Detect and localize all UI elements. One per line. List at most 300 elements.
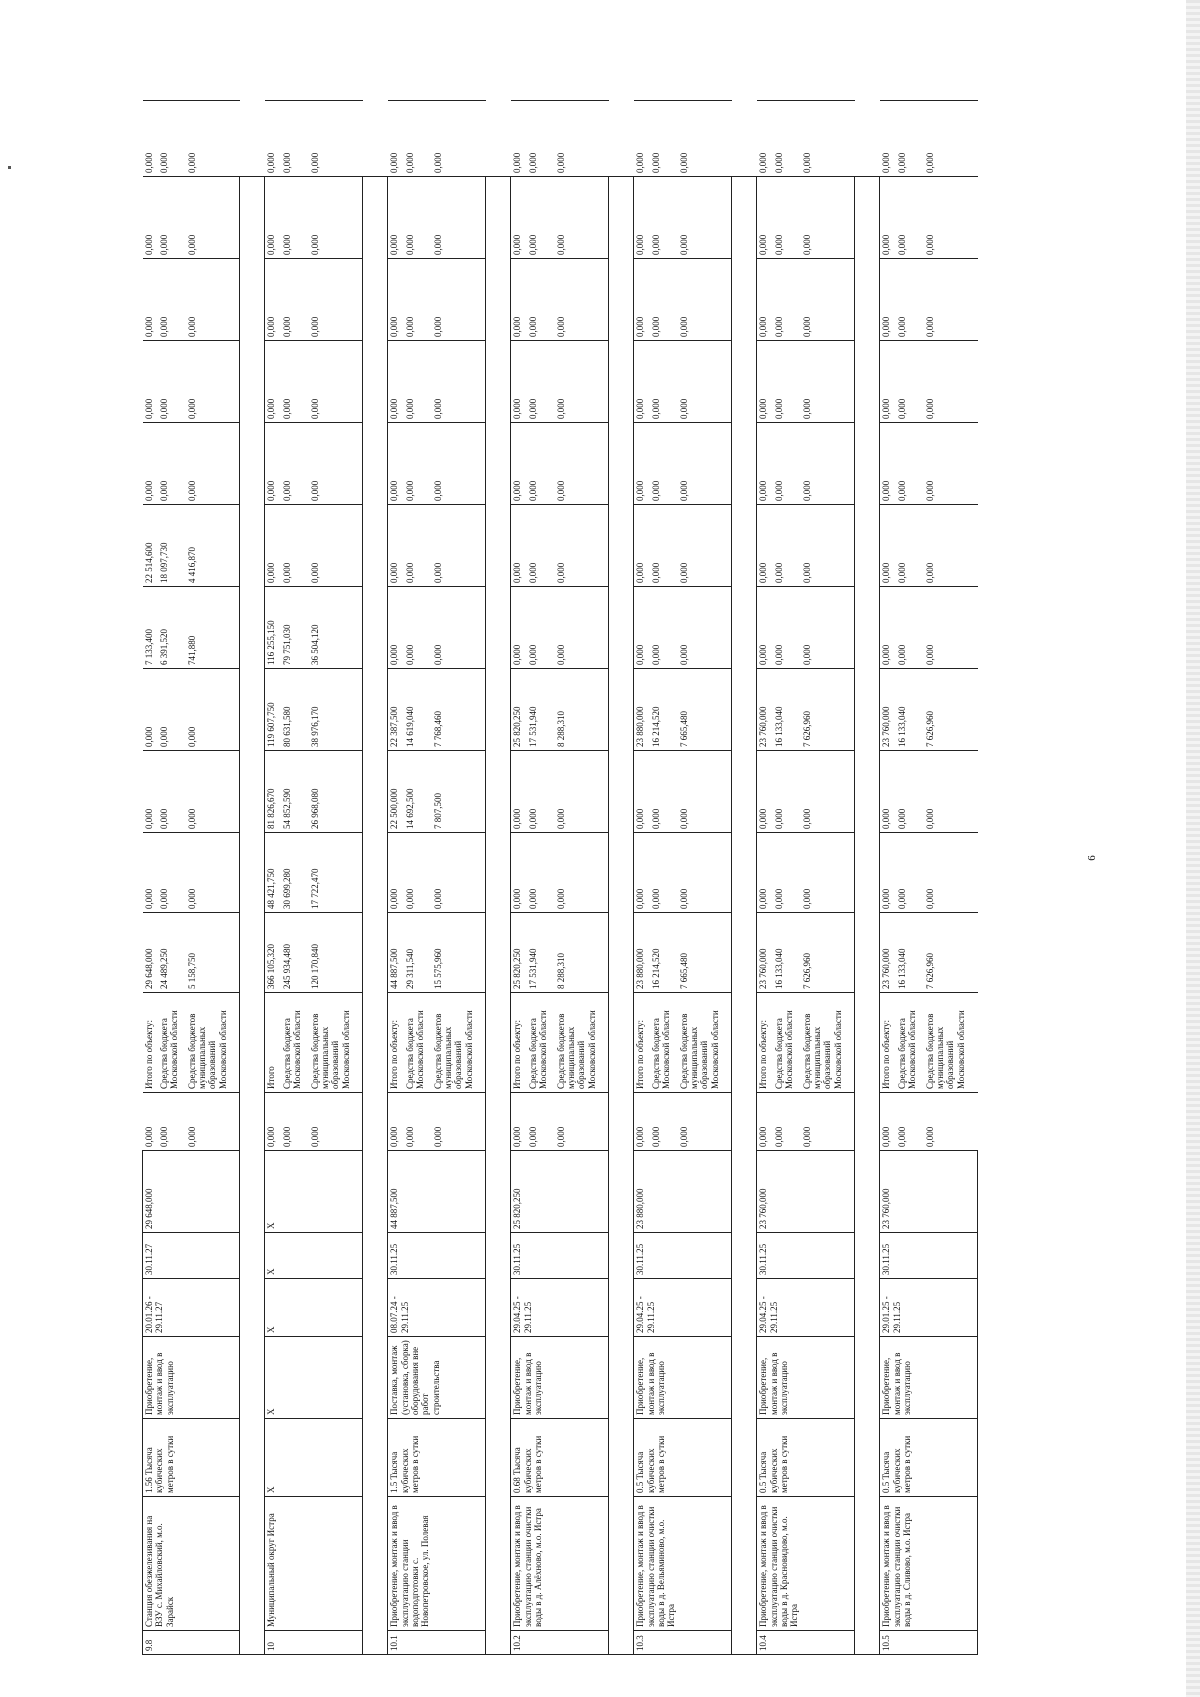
amount-cell: 15 575,960 [432, 913, 486, 993]
amount-cell: 0,000 [143, 341, 158, 423]
amount-cell: 0,000 [143, 669, 158, 751]
amount-cell: 0,000 [186, 833, 240, 913]
amount-cell: 0,000 [511, 587, 527, 669]
amount-cell: 18 097,730 [158, 505, 186, 587]
amount-cell: 116 255,150 [265, 587, 281, 669]
amount-cell: 0,000 [555, 101, 609, 177]
amount-cell: 0,000 [896, 341, 924, 423]
amount-cell: 0,000 [924, 587, 978, 669]
amount-cell: 0,000 [186, 101, 240, 177]
amount-cell: 0,000 [388, 341, 404, 423]
amount-cell: 23 760,000 [757, 669, 773, 751]
amount-cell: 0,000 [757, 833, 773, 913]
funded-before: 0,000 [158, 1093, 186, 1151]
amount-cell: 0,000 [773, 423, 801, 505]
amount-cell: 23 760,000 [880, 669, 896, 751]
amount-cell: 25 820,250 [511, 913, 527, 993]
amount-cell: 24 489,250 [158, 913, 186, 993]
amount-cell: 0,000 [896, 101, 924, 177]
amount-cell: 0,000 [773, 751, 801, 833]
amount-cell: 0,000 [773, 833, 801, 913]
amount-cell: 0,000 [186, 751, 240, 833]
amount-cell: 0,000 [634, 177, 650, 259]
amount-cell: 0,000 [650, 177, 678, 259]
amount-cell: 0,000 [650, 423, 678, 505]
amount-cell: 16 214,520 [650, 913, 678, 993]
funding-source: Итого по объекту: [511, 993, 527, 1093]
amount-cell: 0,000 [158, 669, 186, 751]
amount-cell: 29 311,540 [404, 913, 432, 993]
table-row [511, 101, 527, 1655]
amount-cell: 0,000 [555, 423, 609, 505]
amount-cell: 7 626,960 [801, 669, 855, 751]
funded-before: 0,000 [186, 1093, 240, 1151]
amount-cell: 0,000 [432, 101, 486, 177]
object-name: Станция обезжелезивания на ВЗУ с. Михайловский, м.о. Зарайск [143, 1497, 240, 1631]
work-type: Приобретение, монтаж и ввод в эксплуатацию [143, 1337, 240, 1419]
amount-cell: 0,000 [555, 505, 609, 587]
amount-cell: 0,000 [650, 833, 678, 913]
table-row [634, 101, 650, 1655]
amount-cell: 0,000 [773, 177, 801, 259]
row-number: 10.5 [880, 1631, 978, 1655]
amount-cell: 48 421,750 [265, 833, 281, 913]
amount-cell: 0,000 [880, 587, 896, 669]
amount-cell: 0,000 [801, 423, 855, 505]
separator-cell [732, 177, 757, 1655]
amount-cell: 0,000 [309, 423, 363, 505]
amount-cell: 0,000 [634, 505, 650, 587]
object-name: Приобретение, монтаж и ввод в эксплуатацию станции очистки воды в д. Красновидово, м.о. Истра [757, 1497, 855, 1631]
capacity: 1.56 Тысяча кубических метров в сутки [143, 1419, 240, 1497]
work-dates: 29.04.25 - 29.11.25 [634, 1279, 732, 1337]
work-type: Приобретение, монтаж и ввод в эксплуатацию [634, 1337, 732, 1419]
funding-source: Средства бюджета Московской области [896, 993, 924, 1093]
amount-cell: 0,000 [309, 341, 363, 423]
group-separator [486, 101, 511, 1655]
amount-cell: 0,000 [527, 833, 555, 913]
work-dates: 29.04.25 - 29.11.25 [757, 1279, 855, 1337]
amount-cell: 0,000 [880, 259, 896, 341]
amount-cell: 16 133,040 [773, 913, 801, 993]
group-separator [363, 101, 388, 1655]
funded-before: 0,000 [634, 1093, 650, 1151]
amount-cell: 0,000 [896, 505, 924, 587]
amount-cell: 79 751,030 [281, 587, 309, 669]
amount-cell: 0,000 [678, 505, 732, 587]
funded-before: 0,000 [801, 1093, 855, 1151]
funding-source: Средства бюджета Московской области [773, 993, 801, 1093]
group-separator [240, 101, 265, 1655]
amount-cell: 0,000 [527, 423, 555, 505]
amount-cell: 0,000 [757, 259, 773, 341]
amount-cell: 0,000 [527, 505, 555, 587]
amount-cell: 0,000 [158, 423, 186, 505]
amount-cell: 0,000 [281, 505, 309, 587]
amount-cell: 8 288,310 [555, 669, 609, 751]
amount-cell: 0,000 [511, 259, 527, 341]
amount-cell: 0,000 [555, 833, 609, 913]
amount-cell: 17 531,940 [527, 913, 555, 993]
funding-source: Итого по объекту: [757, 993, 773, 1093]
completion-date: 30.11.25 [634, 1233, 732, 1279]
row-number: 10.4 [757, 1631, 855, 1655]
funding-source: Итого по объекту: [634, 993, 650, 1093]
amount-cell: 0,000 [773, 505, 801, 587]
amount-cell: 0,000 [388, 177, 404, 259]
capacity: 0.68 Тысяча кубических метров в сутки [511, 1419, 609, 1497]
amount-cell: 0,000 [801, 341, 855, 423]
funding-source: Средства бюджета Московской области [527, 993, 555, 1093]
amount-cell: 0,000 [186, 669, 240, 751]
amount-cell: 0,000 [924, 341, 978, 423]
completion-date: 30.11.25 [757, 1233, 855, 1279]
amount-cell: 7 626,960 [924, 913, 978, 993]
amount-cell: 0,000 [432, 177, 486, 259]
amount-cell: 7 626,960 [801, 913, 855, 993]
amount-cell: 0,000 [634, 751, 650, 833]
amount-cell: 22 500,000 [388, 751, 404, 833]
amount-cell: 0,000 [757, 101, 773, 177]
amount-cell: 0,000 [186, 177, 240, 259]
amount-cell: 0,000 [634, 833, 650, 913]
amount-cell: 120 170,840 [309, 913, 363, 993]
amount-cell: 0,000 [896, 833, 924, 913]
amount-cell: 0,000 [634, 587, 650, 669]
amount-cell: 22 387,500 [388, 669, 404, 751]
amount-cell: 0,000 [404, 833, 432, 913]
amount-cell: 0,000 [880, 833, 896, 913]
amount-cell: 0,000 [143, 177, 158, 259]
work-dates: 20.01.26 - 29.11.27 [143, 1279, 240, 1337]
amount-cell: 0,000 [801, 505, 855, 587]
amount-cell: 7 768,460 [432, 669, 486, 751]
amount-cell: 0,000 [432, 833, 486, 913]
amount-cell: 7 807,500 [432, 751, 486, 833]
funded-before: 0,000 [388, 1093, 404, 1151]
work-type: Приобретение, монтаж и ввод в эксплуатацию [511, 1337, 609, 1419]
amount-cell: 0,000 [773, 587, 801, 669]
funding-source: Средства бюджетов муниципальных образований Московской области [924, 993, 978, 1093]
funding-source: Средства бюджетов муниципальных образований Московской области [186, 993, 240, 1093]
amount-cell: 0,000 [924, 505, 978, 587]
amount-cell: 23 760,000 [757, 913, 773, 993]
amount-cell: 16 133,040 [773, 669, 801, 751]
work-dates: 29.04.25 - 29.11.25 [511, 1279, 609, 1337]
amount-cell: 741,880 [186, 587, 240, 669]
amount-cell: 0,000 [309, 505, 363, 587]
funded-before: 0,000 [309, 1093, 363, 1151]
work-dates: 08.07.24 - 29.11.25 [388, 1279, 486, 1337]
amount-cell: 0,000 [432, 341, 486, 423]
amount-cell: 0,000 [650, 101, 678, 177]
amount-cell: 0,000 [143, 101, 158, 177]
amount-cell: 30 699,280 [281, 833, 309, 913]
amount-cell: 0,000 [511, 341, 527, 423]
amount-cell: 0,000 [281, 177, 309, 259]
amount-cell: 0,000 [896, 587, 924, 669]
limit-cost: 29 648,000 [143, 1151, 240, 1233]
amount-cell: 0,000 [634, 423, 650, 505]
amount-cell: 0,000 [158, 101, 186, 177]
amount-cell: 0,000 [880, 177, 896, 259]
amount-cell: 0,000 [801, 177, 855, 259]
completion-date: 30.11.25 [388, 1233, 486, 1279]
amount-cell: 0,000 [432, 505, 486, 587]
work-dates: X [265, 1279, 363, 1337]
table-row [880, 101, 896, 1655]
amount-cell: 0,000 [924, 423, 978, 505]
amount-cell: 0,000 [511, 751, 527, 833]
amount-cell: 0,000 [143, 423, 158, 505]
amount-cell: 16 214,520 [650, 669, 678, 751]
amount-cell: 4 416,870 [186, 505, 240, 587]
row-number: 10 [265, 1631, 363, 1655]
funding-source: Средства бюджета Московской области [158, 993, 186, 1093]
amount-cell: 23 880,000 [634, 913, 650, 993]
amount-cell: 0,000 [388, 423, 404, 505]
capacity: 0.5 Тысяча кубических метров в сутки [880, 1419, 978, 1497]
funding-source: Итого по объекту: [880, 993, 896, 1093]
amount-cell: 6 391,520 [158, 587, 186, 669]
amount-cell: 17 531,940 [527, 669, 555, 751]
amount-cell: 29 648,000 [143, 913, 158, 993]
group-separator [855, 101, 880, 1655]
group-separator [609, 101, 634, 1655]
funded-before: 0,000 [880, 1093, 896, 1151]
amount-cell: 23 880,000 [634, 669, 650, 751]
row-number: 9.8 [143, 1631, 240, 1655]
amount-cell: 0,000 [265, 423, 281, 505]
amount-cell: 0,000 [678, 423, 732, 505]
amount-cell: 0,000 [527, 587, 555, 669]
amount-cell: 0,000 [880, 751, 896, 833]
amount-cell: 0,000 [773, 259, 801, 341]
amount-cell: 0,000 [555, 751, 609, 833]
amount-cell: 0,000 [650, 259, 678, 341]
object-name: Приобретение, монтаж и ввод в эксплуатацию станции очистки воды в д. Вельяминово, м.о. Истра [634, 1497, 732, 1631]
table-row [757, 101, 773, 1655]
amount-cell: 0,000 [158, 177, 186, 259]
limit-cost: 23 880,000 [634, 1151, 732, 1233]
amount-cell: 0,000 [388, 101, 404, 177]
amount-cell: 7 133,400 [143, 587, 158, 669]
amount-cell: 0,000 [511, 505, 527, 587]
amount-cell: 0,000 [432, 259, 486, 341]
amount-cell: 0,000 [388, 587, 404, 669]
amount-cell: 0,000 [143, 751, 158, 833]
amount-cell: 0,000 [527, 341, 555, 423]
amount-cell: 0,000 [158, 259, 186, 341]
amount-cell: 0,000 [555, 341, 609, 423]
funded-before: 0,000 [265, 1093, 281, 1151]
row-number: 10.1 [388, 1631, 486, 1655]
amount-cell: 0,000 [678, 101, 732, 177]
amount-cell: 0,000 [511, 833, 527, 913]
amount-cell: 0,000 [404, 177, 432, 259]
amount-cell: 0,000 [404, 101, 432, 177]
amount-cell: 0,000 [924, 751, 978, 833]
funding-source: Средства бюджета Московской области [281, 993, 309, 1093]
amount-cell: 0,000 [309, 259, 363, 341]
funding-source: Средства бюджетов муниципальных образований Московской области [801, 993, 855, 1093]
amount-cell: 0,000 [527, 177, 555, 259]
amount-cell: 0,000 [158, 751, 186, 833]
amount-cell: 0,000 [773, 341, 801, 423]
amount-cell: 0,000 [757, 177, 773, 259]
amount-cell: 0,000 [404, 505, 432, 587]
work-type: Приобретение, монтаж и ввод в эксплуатацию [880, 1337, 978, 1419]
funded-before: 0,000 [924, 1093, 978, 1151]
amount-cell: 16 133,040 [896, 913, 924, 993]
amount-cell: 0,000 [281, 101, 309, 177]
amount-cell: 16 133,040 [896, 669, 924, 751]
amount-cell: 0,000 [265, 259, 281, 341]
separator-cell [240, 177, 265, 1655]
amount-cell: 0,000 [511, 177, 527, 259]
funding-source: Средства бюджетов муниципальных образований Московской области [309, 993, 363, 1093]
funded-before: 0,000 [757, 1093, 773, 1151]
completion-date: 30.11.25 [880, 1233, 978, 1279]
amount-cell: 0,000 [880, 423, 896, 505]
amount-cell: 80 631,580 [281, 669, 309, 751]
funded-before: 0,000 [650, 1093, 678, 1151]
funding-source: Средства бюджетов муниципальных образований Московской области [432, 993, 486, 1093]
amount-cell: 0,000 [555, 587, 609, 669]
amount-cell: 0,000 [801, 587, 855, 669]
amount-cell: 0,000 [650, 751, 678, 833]
amount-cell: 0,000 [801, 833, 855, 913]
capacity: 0.5 Тысяча кубических метров в сутки [757, 1419, 855, 1497]
row-number: 10.3 [634, 1631, 732, 1655]
amount-cell: 0,000 [404, 423, 432, 505]
rotated-document-page [142, 100, 978, 1655]
amount-cell: 0,000 [880, 101, 896, 177]
amount-cell: 0,000 [186, 423, 240, 505]
funded-before: 0,000 [896, 1093, 924, 1151]
row-number: 10.2 [511, 1631, 609, 1655]
completion-date: 30.11.27 [143, 1233, 240, 1279]
amount-cell: 0,000 [265, 505, 281, 587]
object-name: Приобретение, монтаж и ввод в эксплуатацию станции очистки воды в д. Сливово, м.о. Истра [880, 1497, 978, 1631]
table-row [143, 101, 158, 1655]
funding-source: Средства бюджета Московской области [404, 993, 432, 1093]
amount-cell: 0,000 [158, 341, 186, 423]
work-type: Поставка, монтаж (установка, сборка) оборудования вне работ строительства [388, 1337, 486, 1419]
work-dates: 29.01.25 - 29.11.25 [880, 1279, 978, 1337]
limit-cost: 23 760,000 [880, 1151, 978, 1233]
amount-cell: 0,000 [265, 101, 281, 177]
funded-before: 0,000 [527, 1093, 555, 1151]
amount-cell: 0,000 [880, 505, 896, 587]
amount-cell: 0,000 [924, 259, 978, 341]
amount-cell: 0,000 [265, 341, 281, 423]
separator-cell [486, 177, 511, 1655]
amount-cell: 245 934,480 [281, 913, 309, 993]
amount-cell: 0,000 [143, 833, 158, 913]
amount-cell: 0,000 [880, 341, 896, 423]
amount-cell: 0,000 [511, 423, 527, 505]
amount-cell: 0,000 [678, 177, 732, 259]
separator-cell [363, 177, 388, 1655]
amount-cell: 0,000 [432, 423, 486, 505]
capacity: X [265, 1419, 363, 1497]
amount-cell: 0,000 [404, 587, 432, 669]
amount-cell: 0,000 [186, 259, 240, 341]
amount-cell: 0,000 [757, 751, 773, 833]
amount-cell: 0,000 [281, 341, 309, 423]
limit-cost: 23 760,000 [757, 1151, 855, 1233]
object-name: Приобретение, монтаж и ввод в эксплуатацию станции очистки воды в д. Алёхново, м.о. Истра [511, 1497, 609, 1631]
amount-cell: 0,000 [143, 259, 158, 341]
amount-cell: 0,000 [650, 587, 678, 669]
amount-cell: 0,000 [265, 177, 281, 259]
funded-before: 0,000 [281, 1093, 309, 1151]
amount-cell: 0,000 [678, 833, 732, 913]
amount-cell: 81 826,670 [265, 751, 281, 833]
amount-cell: 0,000 [924, 177, 978, 259]
amount-cell: 0,000 [388, 259, 404, 341]
amount-cell: 0,000 [801, 751, 855, 833]
amount-cell: 7 665,480 [678, 669, 732, 751]
funded-before: 0,000 [143, 1093, 158, 1151]
limit-cost: X [265, 1151, 363, 1233]
capacity: 0.5 Тысяча кубических метров в сутки [634, 1419, 732, 1497]
amount-cell: 0,000 [186, 341, 240, 423]
funded-before: 0,000 [511, 1093, 527, 1151]
amount-cell: 0,000 [650, 341, 678, 423]
funding-source: Средства бюджетов муниципальных образований Московской области [678, 993, 732, 1093]
page-number: 6 [1086, 855, 1098, 861]
limit-cost: 25 820,250 [511, 1151, 609, 1233]
amount-cell: 0,000 [388, 505, 404, 587]
funded-before: 0,000 [555, 1093, 609, 1151]
amount-cell: 0,000 [678, 751, 732, 833]
funded-before: 0,000 [404, 1093, 432, 1151]
amount-cell: 0,000 [404, 341, 432, 423]
amount-cell: 0,000 [527, 259, 555, 341]
separator-cell [855, 177, 880, 1655]
capacity: 1.5 Тысяча кубических метров в сутки [388, 1419, 486, 1497]
funding-source: Средства бюджета Московской области [650, 993, 678, 1093]
scan-mark [8, 166, 11, 169]
amount-cell: 0,000 [678, 259, 732, 341]
group-separator [732, 101, 757, 1655]
amount-cell: 0,000 [432, 587, 486, 669]
funded-before: 0,000 [678, 1093, 732, 1151]
amount-cell: 0,000 [650, 505, 678, 587]
amount-cell: 14 619,040 [404, 669, 432, 751]
funding-source: Средства бюджетов муниципальных образований Московской области [555, 993, 609, 1093]
amount-cell: 0,000 [678, 587, 732, 669]
amount-cell: 7 665,480 [678, 913, 732, 993]
amount-cell: 26 968,080 [309, 751, 363, 833]
amount-cell: 0,000 [896, 259, 924, 341]
amount-cell: 0,000 [757, 423, 773, 505]
funding-source: Итого [265, 993, 281, 1093]
separator-cell [609, 177, 634, 1655]
amount-cell: 17 722,470 [309, 833, 363, 913]
amount-cell: 44 887,500 [388, 913, 404, 993]
amount-cell: 0,000 [801, 101, 855, 177]
object-name: Муниципальный округ Истра [265, 1497, 363, 1631]
amount-cell: 0,000 [924, 833, 978, 913]
amount-cell: 366 105,320 [265, 913, 281, 993]
amount-cell: 14 692,500 [404, 751, 432, 833]
amount-cell: 0,000 [309, 101, 363, 177]
amount-cell: 0,000 [757, 505, 773, 587]
amount-cell: 0,000 [773, 101, 801, 177]
